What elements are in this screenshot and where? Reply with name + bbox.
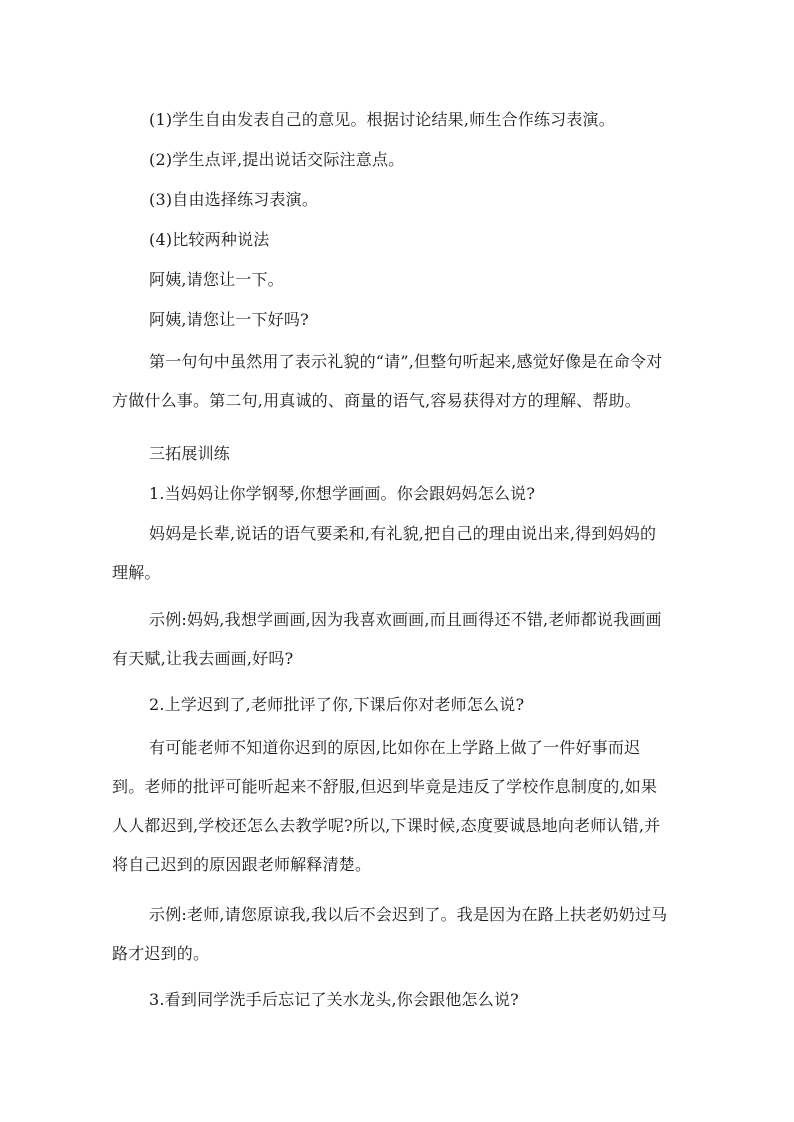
paragraph-2: (2)学生点评,提出说话交际注意点。 (149, 150, 405, 169)
paragraph-13: 有可能老师不知道你迟到的原因,比如你在上学路上做了一件好事而迟到。老师的批评可能听起来不舒服,但迟到毕竟是违反了学校作息制度的,如果人人都迟到,学校还怎么去教学呢?所以,下课时候,态度要诚恳地向老师认错,并将自己迟到的原因跟老师解释清楚。 (112, 738, 661, 874)
paragraph-10: 妈妈是长辈,说话的语气要柔和,有礼貌,把自己的理由说出来,得到妈妈的理解。 (112, 524, 657, 582)
paragraph-11: 示例:妈妈,我想学画画,因为我喜欢画画,而且画得还不错,老师都说我画画有天赋,让我去画画,好吗? (112, 610, 662, 668)
paragraph-9: 1.当妈妈让你学钢琴,你想学画画。你会跟妈妈怎么说? (149, 484, 536, 503)
paragraph-8: 三拓展训练 (149, 444, 231, 463)
paragraph-6: 阿姨,请您让一下好吗? (149, 310, 309, 329)
paragraph-5: 阿姨,请您让一下。 (149, 270, 284, 289)
paragraph-3: (3)自由选择练习表演。 (149, 190, 319, 209)
paragraph-7: 第一句句中虽然用了表示礼貌的“请”,但整句听起来,感觉好像是在命令对方做什么事。第二句,用真诚的、商量的语气,容易获得对方的理解、帮助。 (112, 352, 663, 410)
paragraph-4: (4)比较两种说法 (149, 230, 270, 249)
paragraph-15: 3.看到同学洗手后忘记了关水龙头,你会跟他怎么说? (149, 990, 519, 1009)
paragraph-14: 示例:老师,请您原谅我,我以后不会迟到了。我是因为在路上扶老奶奶过马路才迟到的。 (112, 905, 668, 963)
paragraph-12: 2.上学迟到了,老师批评了你,下课后你对老师怎么说? (149, 695, 525, 714)
paragraph-1: (1)学生自由发表自己的意见。根据讨论结果,师生合作练习表演。 (149, 110, 615, 129)
